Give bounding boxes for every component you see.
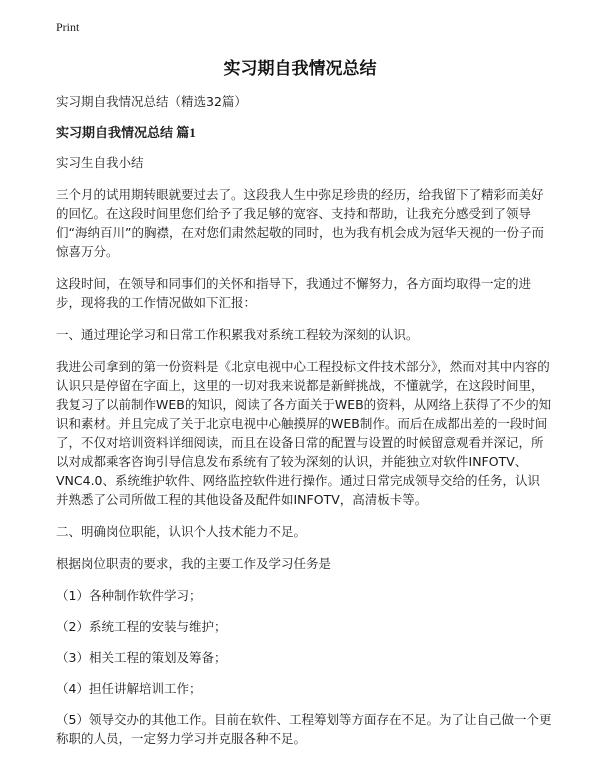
paragraph: 根据岗位职责的要求，我的主要工作及学习任务是 <box>56 556 332 571</box>
list-item: （3）相关工程的策划及筹备； <box>56 650 227 665</box>
list-item: （1）各种制作软件学习； <box>56 588 202 603</box>
paragraph-section-two: 二、明确岗位职能，认识个人技术能力不足。 <box>56 524 307 539</box>
paragraph: 这段时间，在领导和同事们的关怀和指导下，我通过不懈努力，各方面均取得一定的进步，现将我的工作情况做如下汇报： <box>56 276 532 310</box>
paragraph: 三个月的试用期转眼就要过去了。这段我人生中弥足珍贵的经历，给我留下了精彩而美好的回忆。在这段时间里您们给予了我足够的宽容、支持和帮助，让我充分感受到了领导们“海纳百川”的胸襟，在对您们肃然起敬的同时，也为我有机会成为冠华天视的一份子而惊喜万分。 <box>56 187 544 259</box>
list-item: （4）担任讲解培训工作； <box>56 681 202 696</box>
section-heading: 实习期自我情况总结 篇1 <box>56 125 196 140</box>
paragraph: 我进公司拿到的第一份资料是《北京电视中心工程投标文件技术部分》，然而对其中内容的认识只是停留在字面上，这里的一切对我来说都是新鲜挑战，不懂就学，在这段时间里，我复习了以前制作WEB的知识，阅读了各方面关于WEB的资料，从网络上获得了不少的知识和素材。并且完成了关于北京电视中心触摸屏的WEB制作。而后在成都出差的一段时间了，不仅对培训资料详细阅读，而且在设备日常的配置与设置的时候留意观看并深记，所以对成都乘客咨询引导信息发布系统有了较为深刻的认识，并能独立对软件INFOTV、VNC4.0、系统维护软件、网络监控软件进行操作。通过日常完成领导交给的任务，认识并熟悉了公司所做工程的其他设备及配件如INFOTV，高清板卡等。 <box>56 359 552 507</box>
list-item: （2）系统工程的安装与维护； <box>56 619 227 634</box>
paragraph-section-one: 一、通过理论学习和日常工作积累我对系统工程较为深刻的认识。 <box>56 327 419 342</box>
print-link[interactable]: Print <box>56 20 80 34</box>
document-subtitle: 实习期自我情况总结（精选32篇） <box>56 94 247 109</box>
paragraph-intro-title: 实习生自我小结 <box>56 155 144 170</box>
list-item: （5）领导交办的其他工作。目前在软件、工程筹划等方面存在不足。为了让自己做一个更称职的人员，一定努力学习并克服各种不足。 <box>56 712 552 746</box>
document-body <box>56 92 552 760</box>
document-title: 实习期自我情况总结 <box>223 59 377 79</box>
